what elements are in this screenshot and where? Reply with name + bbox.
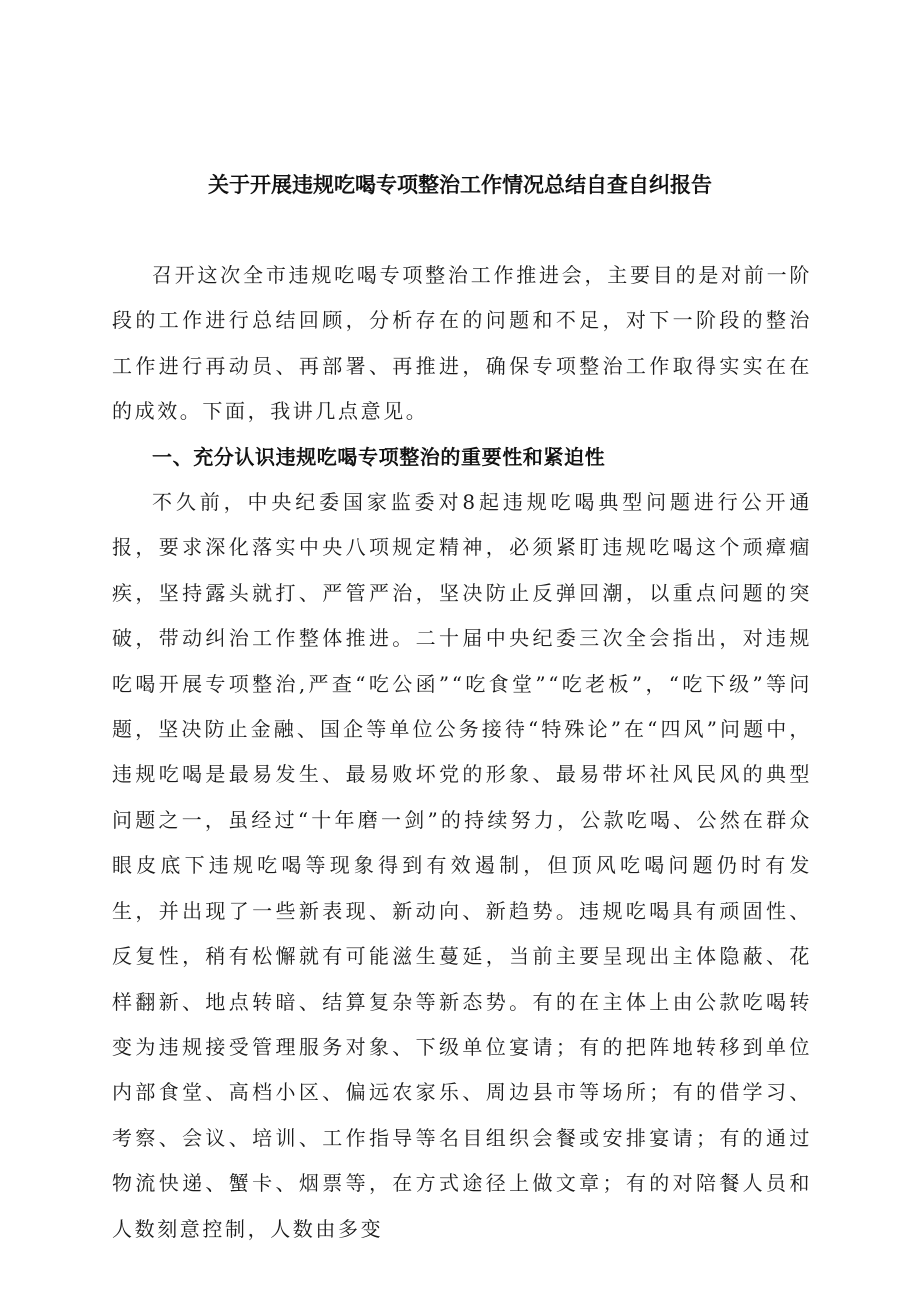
intro-paragraph: 召开这次全市违规吃喝专项整治工作推进会，主要目的是对前一阶段的工作进行总结回顾，分析存在的问题和不足，对下一阶段的整治工作进行再动员、再部署、再推进，确保专项整治工作取得实实在在的成效。下面，我讲几点意见。 — [112, 263, 812, 424]
section-1-paragraph: 不久前，中央纪委国家监委对8起违规吃喝典型问题进行公开通报，要求深化落实中央八项规定精神，必须紧盯违规吃喝这个顽瘴痼疾，坚持露头就打、严管严治，坚决防止反弹回潮，以重点问题的突破，带动纠治工作整体推进。二十届中央纪委三次全会指出，对违规吃喝开展专项整治,严查“吃公函”“吃食堂”“吃老板”，“吃下级”等问题，坚决防止金融、国企等单位公务接待“特殊论”在“四风”问题中，违规吃喝是最易发生、最易败坏党的形象、最易带坏社风民风的典型问题之一，虽经过“十年磨一剑”的持续努力，公款吃喝、公然在群众眼皮底下违规吃喝等现象得到有效遏制，但顶风吃喝问题仍时有发生，并出现了一些新表现、新动向、新趋势。违规吃喝具有顽固性、反复性，稍有松懈就有可能滋生蔓延，当前主要呈现出主体隐蔽、花样翻新、地点转暗、结算复杂等新态势。有的在主体上由公款吃喝转变为违规接受管理服务对象、下级单位宴请；有的把阵地转移到单位内部食堂、高档小区、偏远农家乐、周边县市等场所；有的借学习、考察、会议、培训、工作指导等名目组织会餐或安排宴请；有的通过物流快递、蟹卡、烟票等，在方式途径上做文章；有的对陪餐人员和人数刻意控制，人数由多变 — [112, 490, 812, 1241]
section-heading-1: 一、充分认识违规吃喝专项整治的重要性和紧迫性 — [152, 444, 606, 469]
document-title: 关于开展违规吃喝专项整治工作情况总结自查自纠报告 — [208, 173, 712, 197]
document-body — [112, 253, 812, 1252]
